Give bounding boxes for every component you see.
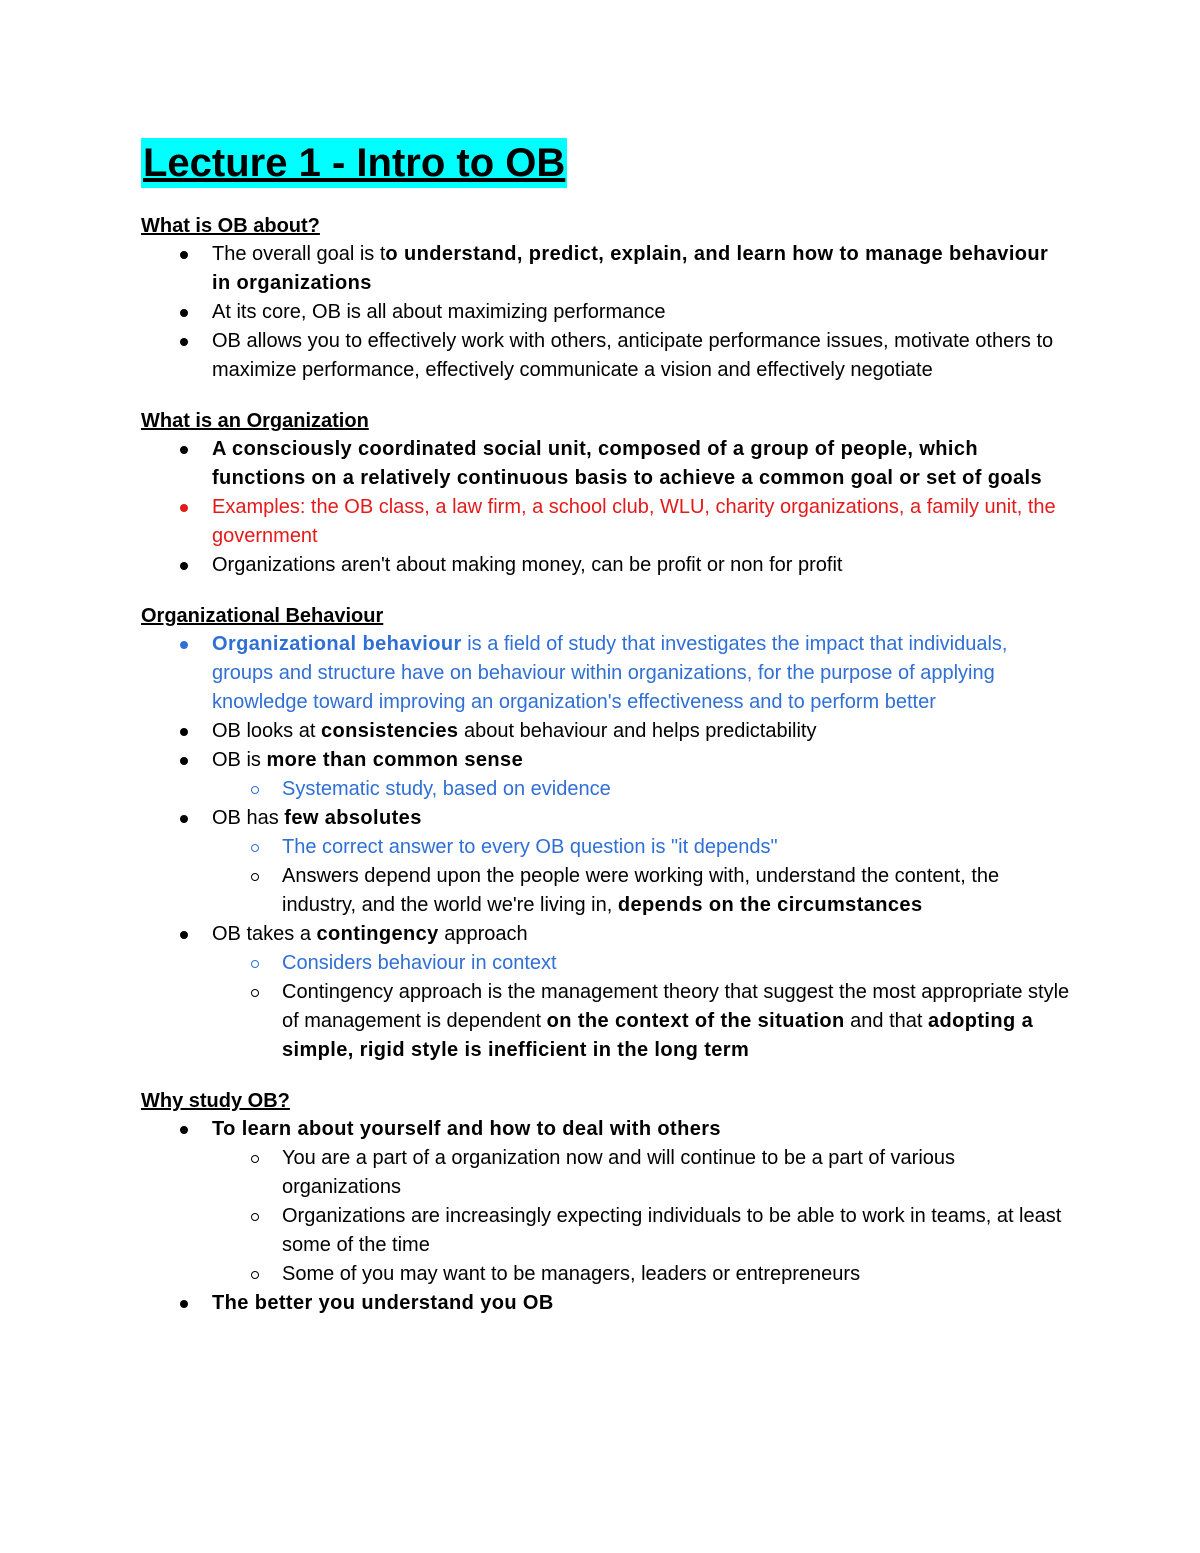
sub-bullet-text: Considers behaviour in context: [282, 952, 557, 974]
bullet-icon: [180, 504, 188, 512]
bullet-icon: [180, 815, 188, 823]
sub-bullet-icon: [251, 1155, 259, 1163]
bullet-text-bold: contingency: [316, 923, 439, 945]
sub-list-item: [141, 862, 1071, 920]
bullet-text-bold: few absolutes: [284, 807, 422, 829]
bullet-text: At its core, OB is all about maximizing performance: [212, 301, 666, 323]
sub-bullet-icon: [251, 960, 259, 968]
bullet-list: [141, 804, 1071, 833]
sub-bullet-text: Some of you may want to be managers, leaders or entrepreneurs: [282, 1263, 861, 1285]
sub-bullet-text: Systematic study, based on evidence: [282, 778, 611, 800]
bullet-text: Organizations aren't about making money, can be profit or non for profit: [212, 554, 843, 576]
bullet-text: approach: [438, 923, 528, 945]
bullet-text-bold: o understand, predict, explain, and learn how to manage behaviour in organizations: [212, 243, 1049, 294]
list-item: [141, 920, 1071, 949]
bullet-text-bold: The better you understand you OB: [212, 1292, 554, 1314]
list-item: [141, 630, 1071, 717]
document-page: [141, 138, 1071, 1318]
bullet-list: [141, 920, 1071, 949]
bullet-icon: [180, 562, 188, 570]
section-organizational-behaviour: [141, 602, 1071, 1065]
bullet-text: Examples: the OB class, a law firm, a school club, WLU, charity organizations, a family unit, the government: [212, 496, 1056, 547]
bullet-text: OB is: [212, 749, 267, 771]
sub-list-item: [141, 1144, 1071, 1202]
bullet-icon: [180, 728, 188, 736]
sub-list-item: [141, 949, 1071, 978]
bullet-text: is a field of study that investigates the impact that individuals, groups and structure have on behaviour within organizations, for the purpose of applying knowledge toward improving an organization's effectiveness and to perform better: [212, 633, 1008, 713]
section-what-is-organization: [141, 407, 1071, 580]
section-heading: Organizational Behaviour: [141, 605, 384, 627]
page-title: Lecture 1 - Intro to OB: [141, 138, 567, 188]
bullet-list: [141, 630, 1071, 775]
sub-bullet-text-bold: depends on the circumstances: [617, 894, 923, 916]
sub-bullet-icon: [251, 873, 259, 881]
list-item: [141, 746, 1071, 775]
section-heading: Why study OB?: [141, 1090, 290, 1112]
bullet-text: OB takes a: [212, 923, 317, 945]
sub-bullet-text-bold: on the context of the situation: [546, 1010, 845, 1032]
sub-bullet-text-bold: adopting a simple, rigid style is inefficient in the long term: [282, 1010, 1034, 1061]
section-what-is-ob: [141, 212, 1071, 385]
bullet-icon: [180, 251, 188, 259]
bullet-icon: [180, 338, 188, 346]
bullet-list: [141, 1289, 1071, 1318]
list-item: [141, 1115, 1071, 1144]
bullet-text: about behaviour and helps predictability: [458, 720, 817, 742]
bullet-text: OB has: [212, 807, 285, 829]
sub-bullet-text: Answers depend upon the people were working with, understand the content, the industry, and the world we're living in,: [282, 865, 1000, 916]
list-item: [141, 804, 1071, 833]
list-item: [141, 435, 1071, 493]
list-item: [141, 240, 1071, 298]
sub-bullet-text: and that: [844, 1010, 928, 1032]
bullet-icon: [180, 757, 188, 765]
bullet-text-bold: consistencies: [320, 720, 459, 742]
sub-list-item: [141, 775, 1071, 804]
sub-bullet-icon: [251, 844, 259, 852]
sub-bullet-icon: [251, 989, 259, 997]
sub-bullet-text: You are a part of a organization now and will continue to be a part of various organizations: [282, 1147, 956, 1198]
bullet-text: OB allows you to effectively work with others, anticipate performance issues, motivate others to maximize performance, effectively communicate a vision and effectively negotiate: [212, 330, 1054, 381]
sub-bullet-icon: [251, 1213, 259, 1221]
list-item: [141, 1289, 1071, 1318]
bullet-list: [141, 240, 1071, 385]
list-item: [141, 493, 1071, 551]
bullet-text-bold: A consciously coordinated social unit, composed of a group of people, which functions on a relatively continuous basis to achieve a common goal or set of goals: [212, 438, 1043, 489]
bullet-icon: [180, 446, 188, 454]
section-heading: What is an Organization: [141, 410, 369, 432]
sub-bullet-text: Contingency approach is the management theory that suggest the most appropriate style of management is dependent: [282, 981, 1070, 1032]
section-why-study-ob: [141, 1087, 1071, 1318]
bullet-text-bold: To learn about yourself and how to deal with others: [212, 1118, 721, 1140]
list-item: [141, 551, 1071, 580]
sub-list-item: [141, 833, 1071, 862]
sub-list-item: [141, 1202, 1071, 1260]
sub-list-item: [141, 1260, 1071, 1289]
list-item: [141, 717, 1071, 746]
bullet-icon: [180, 309, 188, 317]
bullet-icon: [180, 641, 188, 649]
bullet-icon: [180, 1300, 188, 1308]
bullet-text: OB looks at: [212, 720, 321, 742]
sub-bullet-icon: [251, 786, 259, 794]
bullet-text-bold: more than common sense: [266, 749, 524, 771]
bullet-text: The overall goal is t: [212, 243, 386, 265]
sub-bullet-icon: [251, 1271, 259, 1279]
sub-list-item: [141, 978, 1071, 1065]
sub-bullet-text: Organizations are increasingly expecting individuals to be able to work in teams, at least some of the time: [282, 1205, 1062, 1256]
bullet-list: [141, 435, 1071, 580]
bullet-icon: [180, 1126, 188, 1134]
section-heading: What is OB about?: [141, 215, 320, 237]
bullet-text-bold: Organizational behaviour: [212, 633, 462, 655]
sub-bullet-text: The correct answer to every OB question is "it depends": [282, 836, 778, 858]
list-item: [141, 327, 1071, 385]
bullet-list: [141, 1115, 1071, 1144]
list-item: [141, 298, 1071, 327]
bullet-icon: [180, 931, 188, 939]
